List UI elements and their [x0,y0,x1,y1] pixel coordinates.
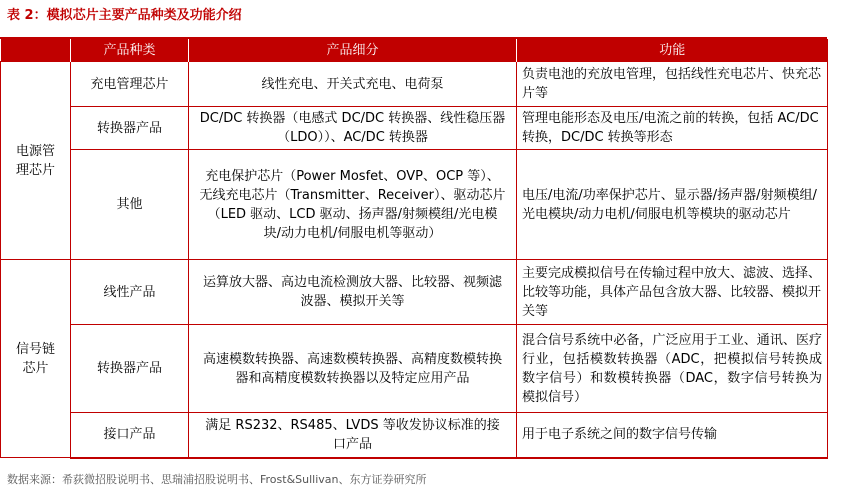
function-cell: 混合信号系统中必备，广泛应用于工业、通讯、医疗行业，包括模数转换器（ADC，把模拟信号转换成数字信号）和数模转换器（DAC，数字信号转换为模拟信号） [517,325,828,413]
header-product-detail: 产品细分 [189,39,517,62]
subtype-cell: 接口产品 [71,413,189,458]
function-cell: 主要完成模拟信号在传输过程中放大、滤波、选择、比较等功能，具体产品包含放大器、比较器、模拟开关等 [517,260,828,325]
header-row [1,39,828,62]
subtype-cell: 其他 [71,150,189,260]
category-signal-chain: 信号链芯片 [1,260,71,458]
table-row [1,62,828,107]
subtype-cell: 转换器产品 [71,325,189,413]
header-blank [1,39,71,62]
subtype-cell: 充电管理芯片 [71,62,189,107]
function-cell: 电压/电流/功率保护芯片、显示器/扬声器/射频模组/光电模块/动力电机/伺服电机等模块的驱动芯片 [517,150,828,260]
product-table [0,39,828,459]
table-row [1,325,828,413]
detail-cell: 高速模数转换器、高速数模转换器、高精度数模转换器和高精度模数转换器以及特定应用产品 [189,325,517,413]
function-cell: 用于电子系统之间的数字信号传输 [517,413,828,458]
detail-cell: 满足 RS232、RS485、LVDS 等收发协议标准的接口产品 [189,413,517,458]
table-row [1,107,828,150]
detail-cell: 充电保护芯片（Power Mosfet、OVP、OCP 等）、无线充电芯片（Transmitter、Receiver）、驱动芯片（LED 驱动、LCD 驱动、扬声器/射频模组/光电模块/动力电机/伺服电机等驱动） [189,150,517,260]
data-source: 数据来源：希荻微招股说明书、思瑞浦招股说明书、Frost&Sullivan、东方证券研究所 [7,473,427,486]
subtype-cell: 线性产品 [71,260,189,325]
table-row [1,260,828,325]
detail-cell: 运算放大器、高边电流检测放大器、比较器、视频滤波器、模拟开关等 [189,260,517,325]
table-caption: 表 2：模拟芯片主要产品种类及功能介绍 [7,8,242,23]
header-function: 功能 [517,39,828,62]
table-row [1,150,828,260]
table-row [1,413,828,458]
category-power-management: 电源管理芯片 [1,62,71,260]
function-cell: 管理电能形态及电压/电流之前的转换，包括 AC/DC 转换，DC/DC 转换等形态 [517,107,828,150]
header-product-type: 产品种类 [71,39,189,62]
function-cell: 负责电池的充放电管理，包括线性充电芯片、快充芯片等 [517,62,828,107]
detail-cell: 线性充电、开关式充电、电荷泵 [189,62,517,107]
subtype-cell: 转换器产品 [71,107,189,150]
detail-cell: DC/DC 转换器（电感式 DC/DC 转换器、线性稳压器（LDO））、AC/DC 转换器 [189,107,517,150]
